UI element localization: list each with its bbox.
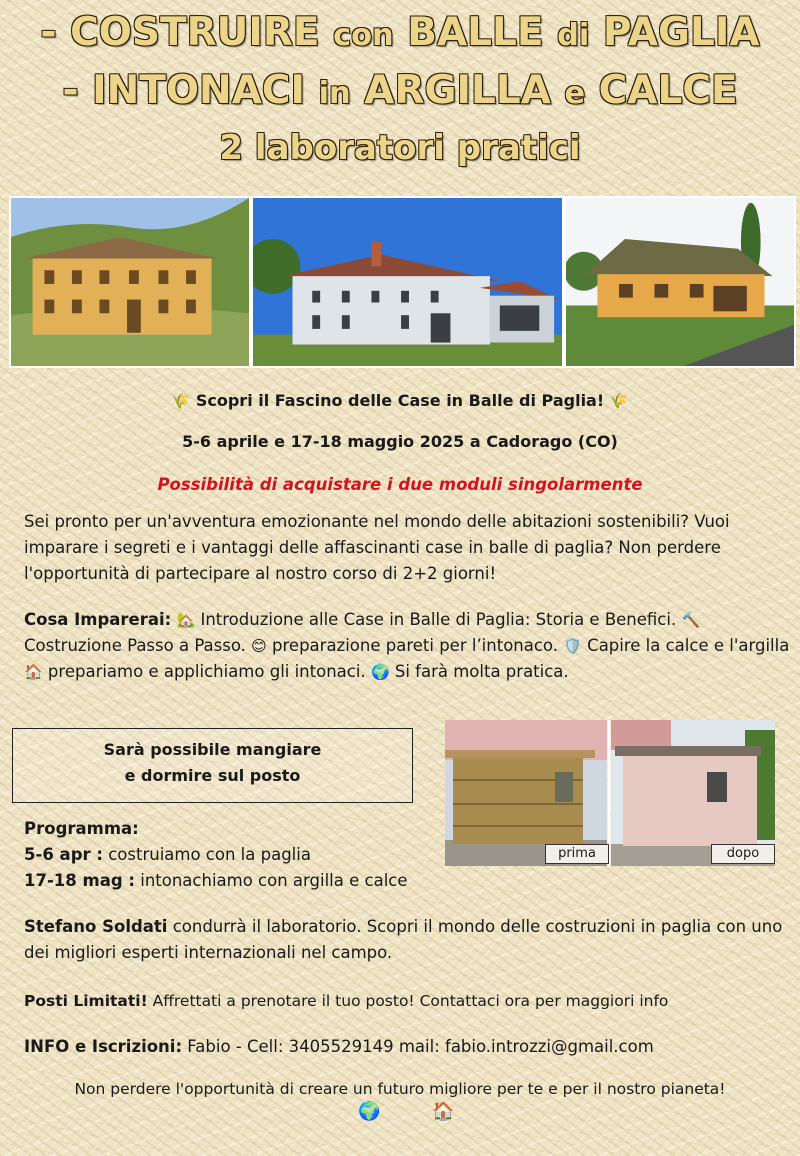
info-paragraph: INFO e Iscrizioni: Fabio - Cell: 3405529149 mail: fabio.introzzi@gmail.com [24,1037,654,1056]
food-lodging-box [12,728,413,803]
subtitle: 2 laboratori pratici [219,128,581,168]
program-row-1: 5-6 apr : costruiamo con la paglia [24,845,311,864]
house-icon: 🏠 [432,1101,455,1122]
photo-green-roof-house [564,196,796,368]
modules-note: Possibilità di acquistare i due moduli singolarmente [157,475,643,494]
shield-icon: 🛡️ [563,637,582,655]
event-dates: 5-6 aprile e 17-18 maggio 2025 a Cadorago (CO) [182,432,618,451]
wheat-icon: 🌾 [609,392,629,410]
limited-paragraph: Posti Limitati! Affrettati a prenotare il tuo posto! Contattaci ora per maggiori info [24,992,669,1010]
headline: 🌾 Scopri il Fascino delle Case in Balle di Paglia! 🌾 [171,391,629,410]
box-line-1: Sarà possibile mangiare [103,740,322,759]
program-row-2: 17-18 mag : intonachiamo con argilla e calce [24,871,408,890]
globe-icon: 🌍 [358,1101,381,1122]
title-line-2: - INTONACI in ARGILLA e CALCE [62,68,738,113]
smiley-icon: 😊 [251,637,267,655]
globe-icon: 🌍 [370,663,390,681]
before-after-photo [445,720,775,866]
house-icon: 🏠 [24,663,43,681]
house-garden-icon: 🏡 [176,611,196,629]
photo-white-house [251,196,564,368]
label-after: dopo [711,844,775,864]
program-label: Programma: [24,819,139,838]
intro-paragraph: Sei pronto per un'avventura emozionante nel mondo delle abitazioni sostenibili? Vuoi imparare i segreti e i vantaggi delle affascinanti case in balle di paglia? Non perdere l'opportunità di partecipare al nostro corso di 2+2 giorni! [24,512,730,583]
teacher-paragraph: Stefano Soldati condurrà il laboratorio. Scopri il mondo delle costruzioni in paglia con uno dei migliori esperti internazionali nel campo. [24,917,783,962]
hammer-icon: 🔨 [681,611,701,629]
photo-yellow-house [9,196,251,368]
closing-line: Non perdere l'opportunità di creare un futuro migliore per te e per il nostro pianeta! [74,1080,726,1098]
program [24,816,444,894]
wheat-icon: 🌾 [171,392,191,410]
learn-paragraph: Cosa Imparerai: 🏡 Introduzione alle Case in Balle di Paglia: Storia e Benefici. 🔨 Costruzione Passo a Passo. 😊 preparazione pareti per l’intonaco. 🛡️ Capire la calce e l'argilla 🏠 prepariamo e applichiamo gli intonaci. 🌍 Si farà molta pratica. [24,607,794,685]
label-before: prima [545,844,609,864]
box-line-2: e dormire sul posto [124,766,301,785]
title-line-1: - COSTRUIRE con BALLE di PAGLIA [40,10,760,55]
